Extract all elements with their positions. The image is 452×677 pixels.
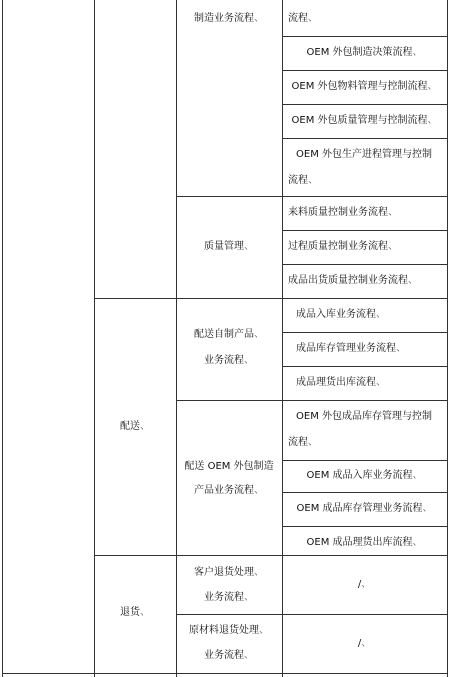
- returns-material-line1: 原材料退货处理、: [189, 625, 269, 636]
- table-border-right: [447, 0, 448, 677]
- delivery-oem-item: OEM 成品理货出库流程、: [306, 537, 423, 548]
- row-divider: [282, 264, 448, 265]
- delivery-oem-line2: 产品业务流程、: [194, 485, 264, 496]
- row-divider: [282, 460, 448, 461]
- row-divider: [176, 614, 448, 615]
- delivery-oem-item: OEM 成品库存管理业务流程、: [296, 503, 433, 514]
- row-divider: [94, 298, 448, 299]
- quality-item: 来料质量控制业务流程、: [288, 207, 398, 218]
- returns-customer-line2: 业务流程、: [204, 592, 254, 603]
- quality-label: 质量管理、: [204, 241, 254, 252]
- row-divider: [282, 492, 448, 493]
- row-divider: [282, 332, 448, 333]
- delivery-self-item: 成品理货出库流程、: [296, 377, 386, 388]
- row-divider: [282, 526, 448, 527]
- mfg-item: OEM 外包制造决策流程、: [306, 47, 423, 58]
- returns-customer-value: /、: [357, 579, 372, 590]
- returns-material-line2: 业务流程、: [204, 650, 254, 661]
- mfg-item: 流程、: [288, 175, 318, 186]
- returns-label: 退货、: [120, 607, 150, 618]
- delivery-oem-item: OEM 外包成品库存管理与控制: [296, 411, 432, 422]
- quality-item: 过程质量控制业务流程、: [288, 241, 398, 252]
- mfg-process-label: 制造业务流程、: [194, 13, 264, 24]
- table-border-bottom: [2, 673, 448, 674]
- mfg-item: OEM 外包质量管理与控制流程、: [291, 115, 438, 126]
- quality-item: 成品出货质量控制业务流程、: [288, 275, 418, 286]
- mfg-item: OEM 外包生产进程管理与控制: [296, 149, 432, 160]
- delivery-oem-item: OEM 成品入库业务流程、: [306, 470, 423, 481]
- row-divider: [282, 138, 448, 139]
- delivery-self-item: 成品入库业务流程、: [296, 309, 386, 320]
- delivery-self-line1: 配送自制产品、: [194, 329, 264, 340]
- row-divider: [282, 104, 448, 105]
- delivery-self-item: 成品库存管理业务流程、: [296, 343, 406, 354]
- table-border-left: [2, 0, 3, 677]
- delivery-self-line2: 业务流程、: [204, 355, 254, 366]
- row-divider: [176, 400, 448, 401]
- row-divider: [282, 70, 448, 71]
- row-divider: [282, 36, 448, 37]
- row-divider: [176, 196, 448, 197]
- returns-material-value: /、: [357, 638, 372, 649]
- table-col-divider: [94, 0, 95, 677]
- returns-customer-line1: 客户退货处理、: [194, 567, 264, 578]
- row-divider: [282, 366, 448, 367]
- delivery-label: 配送、: [120, 421, 150, 432]
- mfg-item: 流程、: [288, 13, 318, 24]
- delivery-oem-item: 流程、: [288, 437, 318, 448]
- row-divider: [282, 230, 448, 231]
- delivery-oem-line1: 配送 OEM 外包制造: [184, 461, 274, 472]
- mfg-item: OEM 外包物料管理与控制流程、: [291, 81, 438, 92]
